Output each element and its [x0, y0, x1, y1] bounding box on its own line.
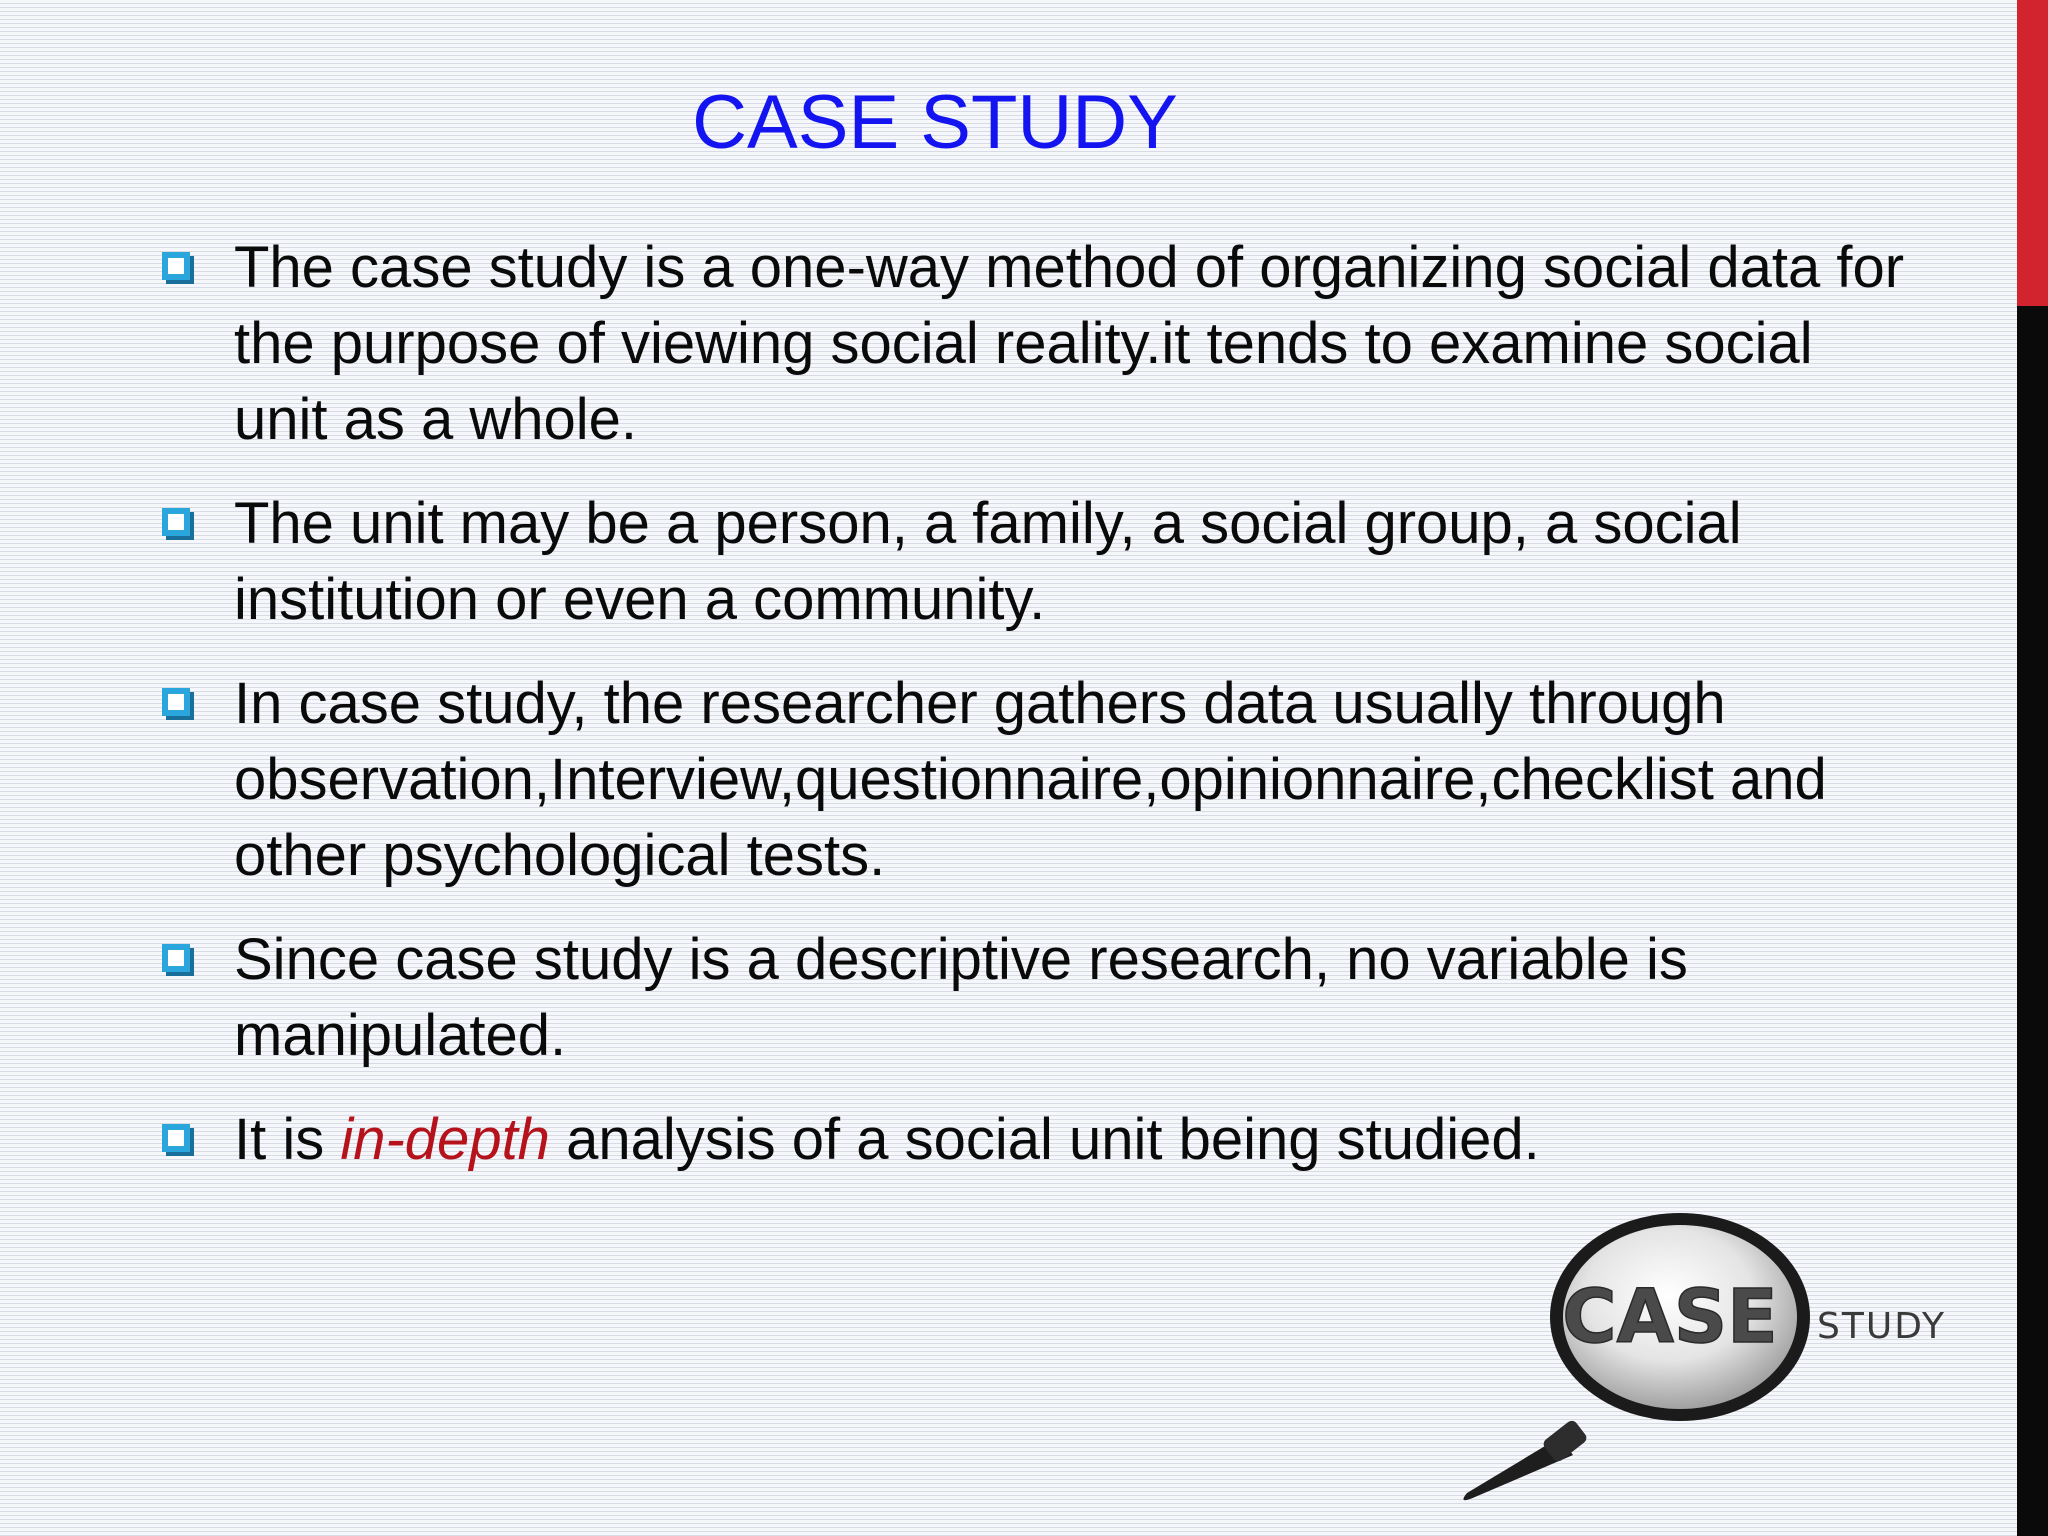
logo-case-text: CASE [1562, 1274, 1778, 1360]
logo-study-text: STUDY [1817, 1306, 1946, 1347]
bullet-list [160, 230, 1920, 1206]
bullet-text: In case study, the researcher gathers data usually through observation,Interview,questionnaire,opinionnaire,checklist and other psychological tests. [234, 671, 1827, 888]
bullet-item-3 [160, 666, 1920, 894]
bullet-text: The unit may be a person, a family, a social group, a social institution or even a community. [234, 491, 1742, 632]
square-bullet-icon [162, 688, 190, 716]
emphasis-text: in-depth [340, 1107, 550, 1172]
magnifier-icon [1445, 1205, 1975, 1515]
case-study-logo [1445, 1205, 1975, 1515]
square-bullet-icon [162, 252, 190, 280]
bullet-item-4 [160, 922, 1920, 1074]
bullet-text: Since case study is a descriptive research, no variable is manipulated. [234, 927, 1688, 1068]
bullet-item-1 [160, 230, 1920, 458]
bullet-text-after: analysis of a social unit being studied. [549, 1107, 1540, 1172]
accent-bar-black [2017, 306, 2048, 1536]
square-bullet-icon [162, 508, 190, 536]
bullet-text: The case study is a one-way method of organizing social data for the purpose of viewing social reality.it tends to examine social unit as a whole. [234, 235, 1905, 452]
bullet-item-2 [160, 486, 1920, 638]
bullet-item-5 [160, 1102, 1920, 1178]
bullet-text-before: It is [234, 1107, 341, 1172]
accent-bar-red [2017, 0, 2048, 306]
square-bullet-icon [162, 944, 190, 972]
magnifier-handle [1463, 1418, 1588, 1500]
square-bullet-icon [162, 1124, 190, 1152]
slide-title: CASE STUDY [692, 80, 1178, 165]
